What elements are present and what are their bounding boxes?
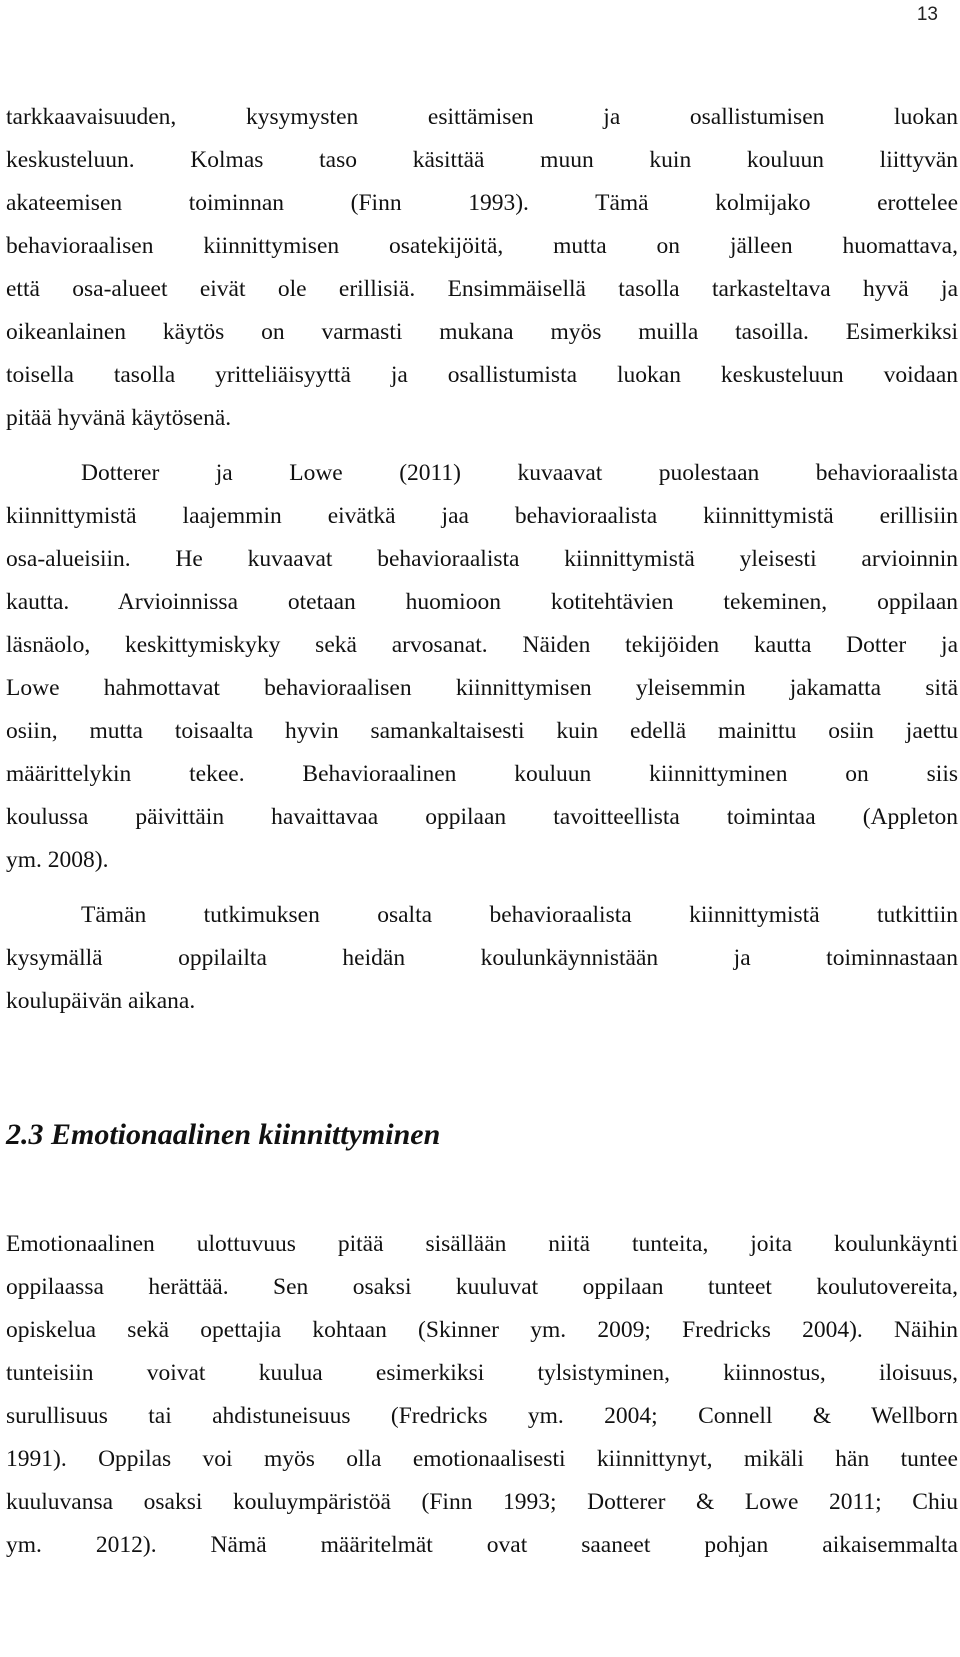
text-line: surullisuus tai ahdistuneisuus (Fredricks ym. 2004; Connell & Wellborn bbox=[6, 1403, 958, 1429]
text-line: pitää hyvänä käytösenä. bbox=[6, 405, 232, 431]
text-line: määrittelykin tekee. Behavioraalinen kouluun kiinnittyminen on siis bbox=[6, 761, 958, 787]
text-line: toisella tasolla yritteliäisyyttä ja osallistumista luokan keskusteluun voidaan bbox=[6, 362, 958, 388]
paragraph-2 bbox=[6, 452, 958, 882]
text-line: akateemisen toiminnan (Finn 1993). Tämä kolmijako erottelee bbox=[6, 190, 958, 216]
text-line: opiskelua sekä opettajia kohtaan (Skinner ym. 2009; Fredricks 2004). Näihin bbox=[6, 1317, 958, 1343]
text-line: osa-alueisiin. He kuvaavat behavioraalista kiinnittymistä yleisesti arvioinnin bbox=[6, 546, 958, 572]
text-line: Lowe hahmottavat behavioraalisen kiinnittymisen yleisemmin jakamatta sitä bbox=[6, 675, 958, 701]
text-line: tunteisiin voivat kuulua esimerkiksi tylsistyminen, kiinnostus, iloisuus, bbox=[6, 1360, 958, 1386]
text-line: Emotionaalinen ulottuvuus pitää sisällään niitä tunteita, joita koulunkäynti bbox=[6, 1231, 958, 1257]
paragraph-3 bbox=[6, 894, 958, 1023]
section-heading: 2.3 Emotionaalinen kiinnittyminen bbox=[6, 1118, 441, 1151]
text-line: oikeanlainen käytös on varmasti mukana myös muilla tasoilla. Esimerkiksi bbox=[6, 319, 958, 345]
text-line: osiin, mutta toisaalta hyvin samankaltaisesti kuin edellä mainittu osiin jaettu bbox=[6, 718, 958, 744]
section-paragraph bbox=[6, 1223, 958, 1567]
text-line: ym. 2012). Nämä määritelmät ovat saaneet pohjan aikaisemmalta bbox=[6, 1532, 958, 1558]
paragraph-1 bbox=[6, 96, 958, 440]
text-line: kysymällä oppilailta heidän koulunkäynnistään ja toiminnastaan bbox=[6, 945, 958, 971]
text-line: että osa-alueet eivät ole erillisiä. Ensimmäisellä tasolla tarkasteltava hyvä ja bbox=[6, 276, 958, 302]
text-line: kuuluvansa osaksi kouluympäristöä (Finn 1993; Dotterer & Lowe 2011; Chiu bbox=[6, 1489, 958, 1515]
text-line: koulupäivän aikana. bbox=[6, 988, 196, 1014]
text-line: Dotterer ja Lowe (2011) kuvaavat puolestaan behavioraalista bbox=[81, 460, 958, 486]
text-line: behavioraalisen kiinnittymisen osatekijöitä, mutta on jälleen huomattava, bbox=[6, 233, 958, 259]
text-line: oppilaassa herättää. Sen osaksi kuuluvat oppilaan tunteet koulutovereita, bbox=[6, 1274, 958, 1300]
text-line: tarkkaavaisuuden, kysymysten esittämisen ja osallistumisen luokan bbox=[6, 104, 958, 130]
text-line: keskusteluun. Kolmas taso käsittää muun kuin kouluun liittyvän bbox=[6, 147, 958, 173]
text-line: 1991). Oppilas voi myös olla emotionaalisesti kiinnittynyt, mikäli hän tuntee bbox=[6, 1446, 958, 1472]
page-number: 13 bbox=[916, 4, 938, 25]
text-line: Tämän tutkimuksen osalta behavioraalista kiinnittymistä tutkittiin bbox=[81, 902, 958, 928]
text-line: kautta. Arvioinnissa otetaan huomioon kotitehtävien tekeminen, oppilaan bbox=[6, 589, 958, 615]
text-line: ym. 2008). bbox=[6, 847, 109, 873]
text-line: kiinnittymistä laajemmin eivätkä jaa behavioraalista kiinnittymistä erillisiin bbox=[6, 503, 958, 529]
text-line: koulussa päivittäin havaittavaa oppilaan tavoitteellista toimintaa (Appleton bbox=[6, 804, 958, 830]
text-line: läsnäolo, keskittymiskyky sekä arvosanat. Näiden tekijöiden kautta Dotter ja bbox=[6, 632, 958, 658]
